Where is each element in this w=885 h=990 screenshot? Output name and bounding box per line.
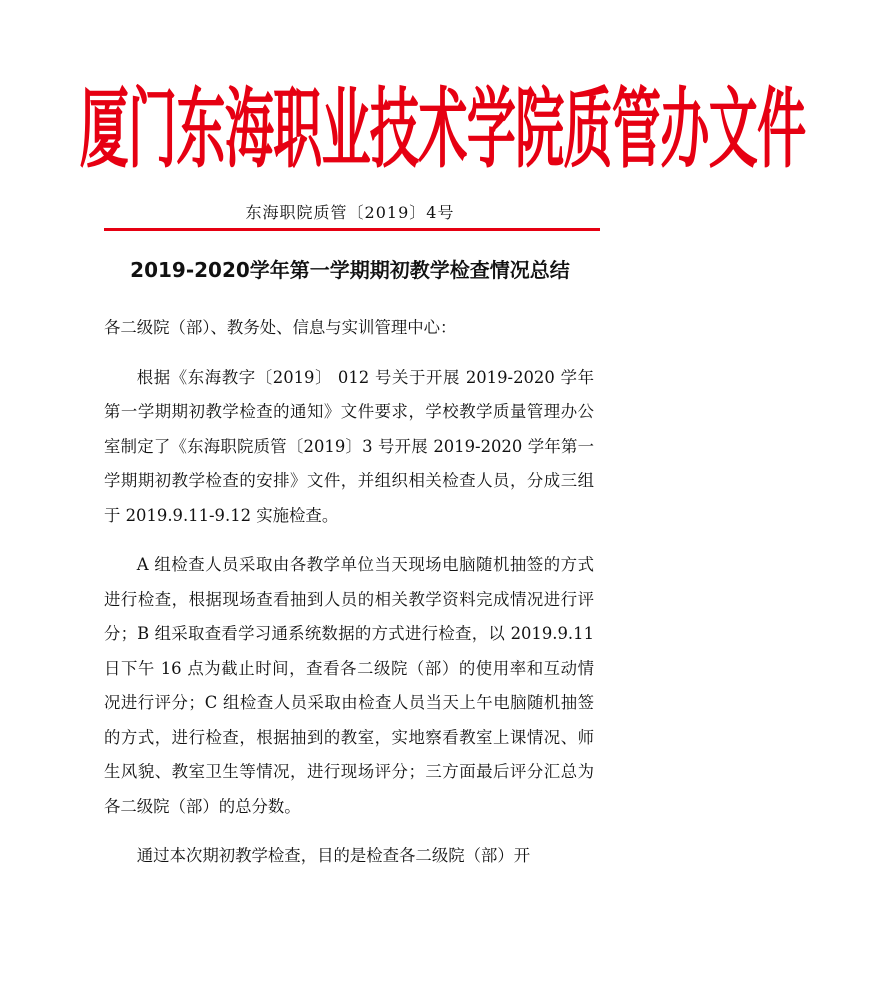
paragraph-3: 通过本次期初教学检查，目的是检查各二级院（部）开 xyxy=(136,846,531,865)
paragraph-1: 根据《东海教字〔2019〕 012 号关于开展 2019-2020 学年第一学期期初教学检查的通知》文件要求，学校教学质量管理办公室制定了《东海职院质管〔2019〕3 号开展 2019-2020 学年第一学期期初教学检查的安排》文件，并组织相关检查人员，分成三组于 2019.9.11-9.12 实施检查。 xyxy=(104,367,594,525)
document-body xyxy=(104,311,594,889)
header-divider xyxy=(104,228,600,231)
document-number: 东海职院质管〔2019〕4号 xyxy=(245,203,455,222)
document-title: 2019-2020学年第一学期期初教学检查情况总结 xyxy=(130,258,570,282)
document-masthead xyxy=(0,79,806,181)
salutation: 各二级院（部）、教务处、信息与实训管理中心： xyxy=(104,318,457,337)
paragraph-2: A 组检查人员采取由各教学单位当天现场电脑随机抽签的方式进行检查，根据现场查看抽到人员的相关教学资料完成情况进行评分；B 组采取查看学习通系统数据的方式进行检查，以 2019.9.11 日下午 16 点为截止时间，查看各二级院（部）的使用率和互动情况进行评分；C 组检查人员采取由检查人员当天上午电脑随机抽签的方式，进行检查，根据抽到的教室，实地察看教室上课情况、师生风貌、教室卫生等情况，进行现场评分；三方面最后评分汇总为各二级院（部）的总分数。 xyxy=(104,555,594,816)
masthead-title: 厦门东海职业技术学院质管办文件 xyxy=(79,79,806,181)
